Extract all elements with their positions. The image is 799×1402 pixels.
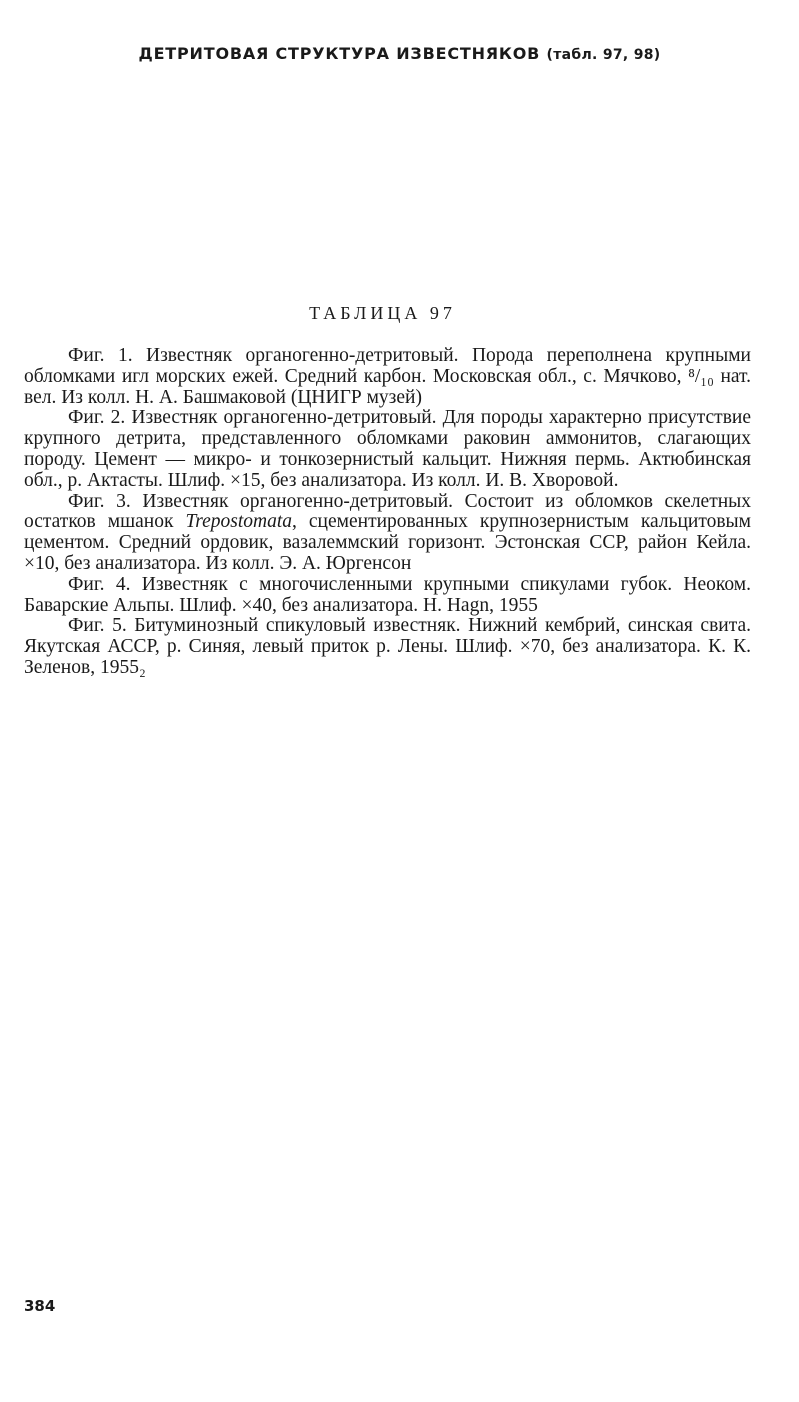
caption-taxon-name: Trepostomata bbox=[185, 511, 293, 533]
caption-text: Известняк органогенно-детритовый. Порода переполнена крупными обломками игл морских ежей. Средний карбон. Московская обл., с. Мячково, ⁸/₁₀ нат. вел. Из колл. Н. А. Башмаковой (ЦНИГР музей) bbox=[24, 345, 751, 408]
caption-text: Известняк органогенно-детритовый. Для породы характерно присутствие крупного детрита, представленного обломками раковин аммонитов, слагающих породу. Цемент — микро- и тонкозернистый кальцит. Нижняя пермь. Актюбинская обл., р. Актасты. Шлиф. ×15, без анализатора. Из колл. И. В. Хворовой. bbox=[24, 407, 751, 491]
caption-text: Известняк органогенно-детритовый. Состоит из обломков скелетных остатков мшанок bbox=[24, 490, 752, 533]
caption-fig-3 bbox=[24, 492, 751, 575]
caption-fig-4 bbox=[24, 575, 751, 617]
running-head-title: ДЕТРИТОВАЯ СТРУКТУРА ИЗВЕСТНЯКОВ bbox=[138, 44, 541, 63]
caption-text-continued: , сцементированных крупнозернистым кальцитовым цементом. Средний ордовик, вазалеммский горизонт. Эстонская ССР, район Кейла. ×10, без анализатора. Из колл. Э. А. Юргенсон bbox=[24, 511, 751, 574]
page-number: 384 bbox=[24, 1297, 56, 1315]
caption-text: Известняк с многочисленными крупными спикулами губок. Неоком. Баварские Альпы. Шлиф. ×40, без анализатора. Н. Hagn, 1955 bbox=[24, 573, 751, 616]
caption-label: Фиг. 2. bbox=[68, 407, 126, 429]
running-head-table-ref: (табл. 97, 98) bbox=[546, 47, 661, 63]
caption-label: Фиг. 1. bbox=[68, 345, 133, 366]
caption-label: Фиг. 4. bbox=[68, 573, 131, 595]
caption-fig-2 bbox=[24, 408, 751, 491]
caption-text: Битуминозный спикуловый известняк. Нижний кембрий, синская свита. Якутская АССР, р. Синяя, левый приток р. Лены. Шлиф. ×70, без анализатора. К. К. Зеленов, 1955₂ bbox=[24, 615, 752, 678]
caption-fig-5 bbox=[24, 616, 751, 678]
running-head bbox=[0, 44, 799, 63]
caption-label: Фиг. 3. bbox=[68, 490, 131, 512]
figure-captions bbox=[24, 346, 751, 679]
caption-fig-1 bbox=[24, 346, 751, 408]
caption-label: Фиг. 5. bbox=[68, 615, 127, 637]
table-title: ТАБЛИЦА 97 bbox=[309, 303, 456, 323]
